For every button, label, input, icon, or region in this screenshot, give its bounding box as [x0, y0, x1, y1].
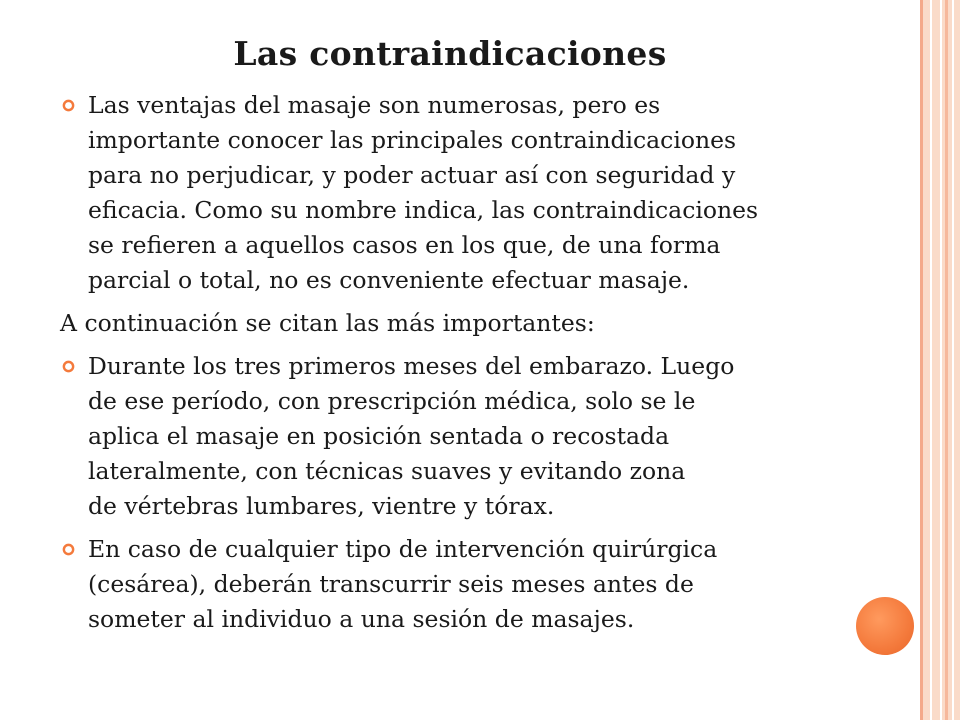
paragraph-line: se refieren a aquellos casos en los que, de una forma: [88, 231, 721, 259]
paragraph-line: A continuación se citan las más importantes:: [60, 309, 595, 337]
paragraph-line: de vértebras lumbares, vientre y tórax.: [88, 492, 555, 520]
decorative-stripe: [920, 0, 923, 720]
open-circle-bullet-icon: [62, 99, 75, 112]
paragraph-line: someter al individuo a una sesión de masajes.: [88, 605, 635, 633]
open-circle-bullet-icon: [62, 543, 75, 556]
paragraph-line: parcial o total, no es conveniente efectuar masaje.: [88, 266, 690, 294]
paragraph-line: Las ventajas del masaje son numerosas, pero es: [88, 91, 661, 119]
paragraph-line: lateralmente, con técnicas suaves y evitando zona: [88, 457, 686, 485]
slide-title: Las contraindicaciones: [233, 34, 667, 73]
paragraph-line: En caso de cualquier tipo de intervención quirúrgica: [88, 535, 718, 563]
decorative-stripe: [930, 0, 932, 720]
slide-body: [62, 88, 862, 645]
paragraph-line: Durante los tres primeros meses del embarazo. Luego: [88, 352, 735, 380]
decorative-stripe: [945, 0, 948, 720]
paragraph-line: eficacia. Como su nombre indica, las contraindicaciones: [88, 196, 759, 224]
paragraph-line: para no perjudicar, y poder actuar así con seguridad y: [88, 161, 736, 189]
decorative-stripe: [952, 0, 954, 720]
open-circle-bullet-icon: [62, 360, 75, 373]
paragraph-line: (cesárea), deberán transcurrir seis meses antes de: [88, 570, 694, 598]
paragraph-line: de ese período, con prescripción médica, solo se le: [88, 387, 696, 415]
plain-paragraph: [60, 306, 862, 341]
bullet-paragraph: [62, 349, 862, 524]
paragraph-line: importante conocer las principales contraindicaciones: [88, 126, 737, 154]
bullet-paragraph: [62, 532, 862, 637]
bullet-paragraph: [62, 88, 862, 298]
paragraph-line: aplica el masaje en posición sentada o recostada: [88, 422, 670, 450]
decorative-stripe: [940, 0, 942, 720]
orange-circle-icon: [856, 597, 914, 655]
